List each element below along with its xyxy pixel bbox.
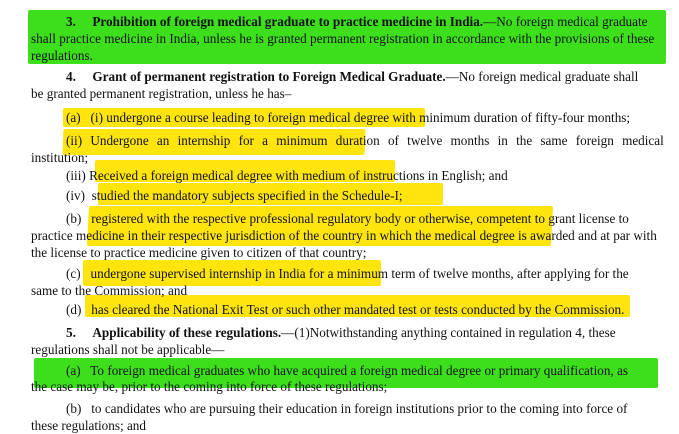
section-5-number: 5. bbox=[66, 325, 76, 340]
section-4-item-ii-line-1 bbox=[66, 133, 664, 149]
item-ii-word: Undergone bbox=[90, 133, 149, 148]
section-4-item-ii-line-2: institution; bbox=[31, 150, 89, 165]
item-ii-word: (ii) bbox=[66, 133, 83, 148]
section-5-item-a-line-2: the case may be, prior to the coming into force of these regulations; bbox=[31, 379, 388, 394]
item-ii-word: for bbox=[238, 133, 254, 148]
item-ii-word: internship bbox=[177, 133, 231, 148]
section-3-line-2: shall practice medicine in India, unless he is granted permanent registration in accordance with the provisions of these bbox=[31, 31, 655, 46]
section-4-item-iii: (iii) Received a foreign medical degree with medium of instructions in English; and bbox=[66, 168, 508, 183]
section-4-item-b-line-3: the license to practice medicine given to citizen of that country; bbox=[31, 245, 367, 260]
section-4-line-2: be granted permanent registration, unless he has– bbox=[31, 86, 292, 101]
item-ii-word: of bbox=[387, 133, 399, 148]
section-4-item-c-line-2: same to the Commission; and bbox=[31, 283, 188, 298]
item-ii-word: minimum bbox=[276, 133, 328, 148]
section-4-heading: Grant of permanent registration to Foreign Medical Graduate. bbox=[92, 69, 446, 84]
item-ii-word: medical bbox=[622, 133, 664, 148]
section-4-item-b-line-1: (b) registered with the respective professional regulatory body or otherwise, competent to grant license to bbox=[66, 211, 629, 226]
section-4-item-a: (a) (i) undergone a course leading to foreign medical degree with minimum duration of fifty-four months; bbox=[66, 110, 631, 125]
section-3-line-1 bbox=[66, 14, 648, 30]
section-5-heading: Applicability of these regulations. bbox=[92, 325, 282, 340]
item-ii-word: same bbox=[540, 133, 568, 148]
section-4-line-1-rest: —No foreign medical graduate shall bbox=[445, 69, 639, 84]
section-4-number: 4. bbox=[66, 69, 76, 84]
item-ii-word: a bbox=[262, 133, 269, 148]
section-4-item-c-line-1: (c) undergone supervised internship in India for a minimum term of twelve months, after applying for the bbox=[66, 266, 629, 281]
item-ii-word: foreign bbox=[575, 133, 614, 148]
section-5-line-2: regulations shall not be applicable— bbox=[31, 342, 225, 357]
section-3-line-1-rest: —No foreign medical graduate bbox=[483, 14, 648, 29]
section-3-heading: Prohibition of foreign medical graduate to practice medicine in India. bbox=[92, 14, 484, 29]
section-4-item-d: (d) has cleared the National Exit Test or such other mandated test or tests conducted by the Commission. bbox=[66, 302, 625, 317]
item-ii-word: in bbox=[497, 133, 508, 148]
section-4-line-1 bbox=[66, 69, 638, 85]
section-3-number: 3. bbox=[66, 14, 76, 29]
section-3-line-3: regulations. bbox=[31, 48, 93, 63]
item-ii-word: months bbox=[450, 133, 490, 148]
item-ii-word: the bbox=[516, 133, 533, 148]
section-4-item-b-line-2: practice medicine in their respective jurisdiction of the country in which the medical degree is awarded and at par with bbox=[31, 228, 657, 243]
section-5-item-b-line-1: (b) to candidates who are pursuing their education in foreign institutions prior to the coming into force of bbox=[66, 401, 628, 416]
section-5-item-a-line-1: (a) To foreign medical graduates who have acquired a foreign medical degree or primary qualification, as bbox=[66, 363, 628, 378]
item-ii-word: duration bbox=[335, 133, 380, 148]
section-5-line-1-rest: —(1)Notwithstanding anything contained in regulation 4, these bbox=[281, 325, 616, 340]
section-5-item-b-line-2: these regulations; and bbox=[31, 418, 146, 433]
section-4-item-iv: (iv) studied the mandatory subjects specified in the Schedule-I; bbox=[66, 188, 403, 203]
section-5-line-1 bbox=[66, 325, 616, 341]
item-ii-word: twelve bbox=[407, 133, 443, 148]
item-ii-word: an bbox=[156, 133, 170, 148]
